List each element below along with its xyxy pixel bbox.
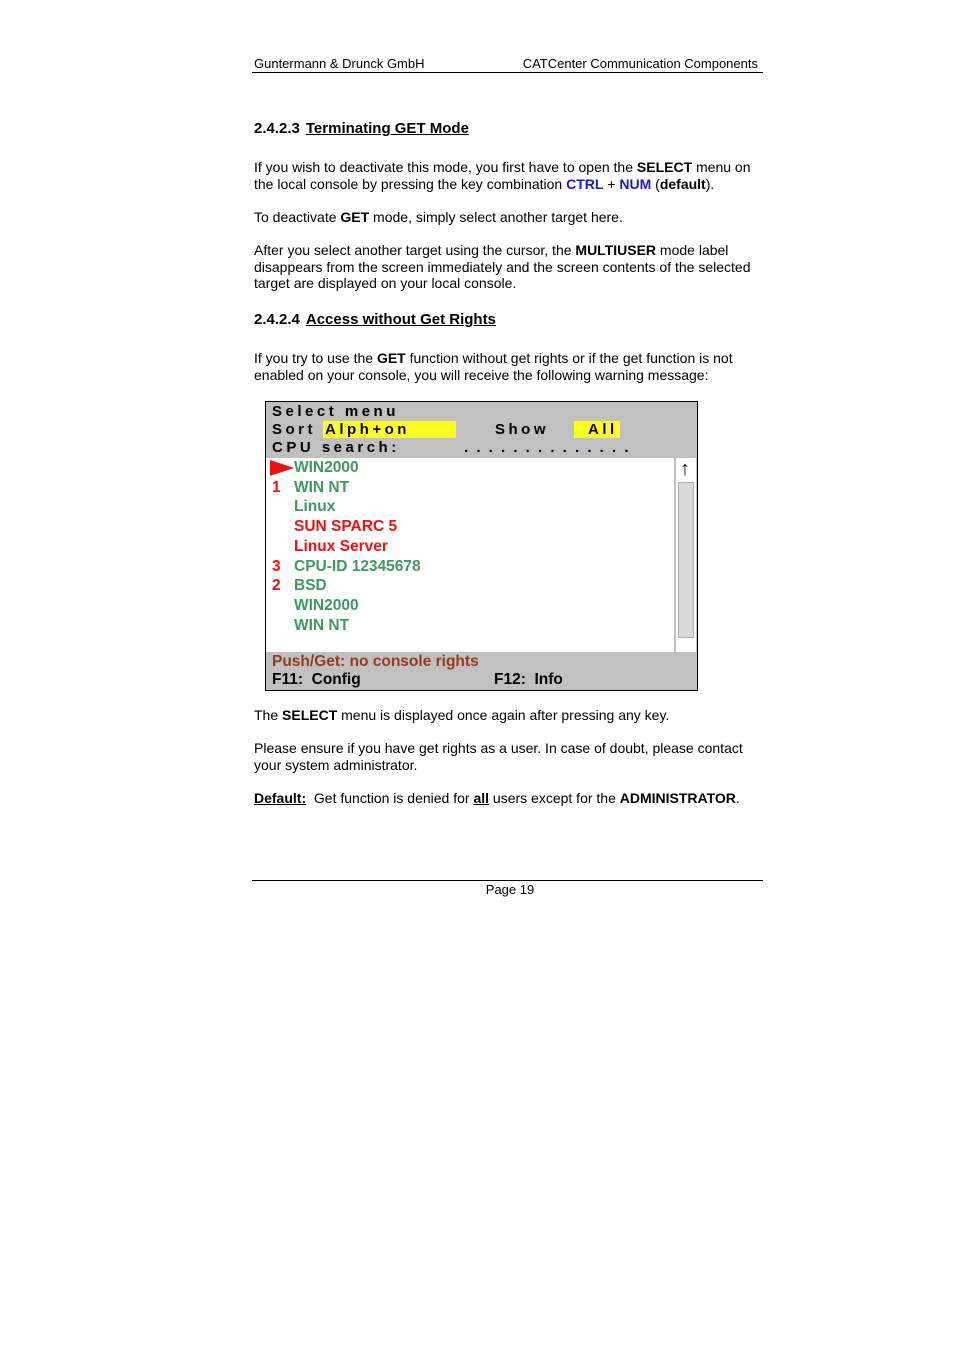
status-message: Push/Get: no console rights	[272, 653, 479, 670]
section-title: Access without Get Rights	[305, 311, 496, 328]
show-label: Show	[495, 421, 549, 438]
list-item-name: WIN2000	[294, 596, 359, 614]
paragraph	[254, 242, 764, 292]
text-bold: default	[659, 175, 706, 192]
text-bold: SELECT	[636, 159, 693, 175]
sort-label: Sort	[272, 421, 316, 438]
target-list	[266, 458, 674, 652]
paragraph	[254, 209, 764, 226]
list-item-name: CPU-ID 12345678	[294, 557, 421, 575]
sort-value[interactable]: Alph+on	[323, 421, 456, 438]
text: mode label disappears from the screen immediately and the screen contents of the selected target are displayed on your local console.	[254, 242, 751, 291]
text: +	[603, 175, 620, 192]
menu-title: Select menu	[272, 403, 399, 420]
text-bold: ADMINISTRATOR	[619, 790, 736, 806]
list-item-name: WIN NT	[294, 616, 350, 634]
text: .	[735, 790, 740, 806]
list-item[interactable]	[266, 597, 674, 617]
list-item-number: 1	[272, 478, 281, 496]
scroll-track[interactable]	[678, 482, 694, 638]
list-item[interactable]	[266, 558, 674, 578]
section-title: Terminating GET Mode	[305, 120, 469, 137]
text-bold: SELECT	[282, 707, 338, 723]
text: After you select another target using the cursor, the	[254, 242, 576, 258]
f11-key: F11:	[272, 671, 304, 688]
default-label: Default:	[254, 790, 307, 806]
selection-pointer-icon	[270, 460, 294, 476]
list-item[interactable]	[266, 617, 674, 637]
footer-rule	[252, 880, 763, 881]
paragraph	[254, 159, 764, 192]
list-item[interactable]	[266, 577, 674, 597]
cpu-search-label: CPU search:	[272, 439, 400, 456]
paragraph	[254, 790, 764, 807]
text: Get function is denied for	[306, 790, 474, 806]
text: function without get rights or if the get function is not enabled on your console, you will receive the following warning message:	[254, 350, 733, 383]
f12-label: Info	[534, 671, 563, 688]
section-number: 2.4.2.3	[254, 120, 300, 137]
section-number: 2.4.2.4	[254, 311, 300, 328]
text: The	[254, 707, 283, 723]
show-value[interactable]: All	[574, 421, 620, 438]
list-item-name: WIN2000	[294, 459, 359, 476]
text: menu on the local console by pressing the key combination	[254, 159, 751, 192]
scrollbar[interactable]	[676, 458, 696, 652]
text-bold-underline: all	[473, 790, 490, 806]
list-item[interactable]	[266, 518, 674, 538]
text: To deactivate	[254, 209, 341, 225]
key-num: NUM	[619, 175, 652, 192]
f12-info[interactable]	[494, 671, 563, 689]
text: mode, simply select another target here.	[369, 209, 623, 225]
header-rule	[252, 72, 763, 73]
text: If you wish to deactivate this mode, you first have to open the	[254, 159, 637, 175]
list-item[interactable]	[266, 498, 674, 518]
list-item-name: Linux	[294, 498, 336, 516]
list-item-number: 3	[272, 557, 281, 575]
cpu-search-field[interactable]: . . . . . . . . . . . . . .	[464, 439, 631, 456]
list-item-name: SUN SPARC 5	[294, 518, 398, 536]
paragraph	[254, 707, 764, 724]
list-item[interactable]	[266, 538, 674, 558]
section-heading-terminating-get	[254, 120, 469, 137]
page-number: Page 19	[485, 882, 535, 897]
page-header-left: Guntermann & Drunck GmbH	[254, 56, 425, 71]
text: If you try to use the	[254, 350, 377, 366]
text: menu is displayed once again after pressing any key.	[337, 707, 670, 723]
section-heading-access-without-get	[254, 311, 496, 328]
list-item[interactable]	[266, 459, 674, 479]
list-item-name: BSD	[294, 577, 327, 595]
page-header-right: CATCenter Communication Components	[522, 56, 758, 71]
list-item-name: Linux Server	[294, 537, 388, 555]
text: (	[651, 175, 660, 192]
text-bold: GET	[376, 350, 406, 366]
paragraph: Please ensure if you have get rights as a user. In case of doubt, please contact your system administrator.	[254, 740, 743, 773]
f12-key: F12:	[494, 671, 526, 688]
list-item[interactable]	[266, 479, 674, 499]
scroll-up-arrow-icon[interactable]: ↑	[680, 458, 690, 480]
f11-label: Config	[311, 671, 361, 688]
key-ctrl: CTRL	[566, 175, 604, 192]
sort-row	[272, 421, 316, 438]
text-bold: MULTIUSER	[575, 242, 657, 258]
paragraph	[254, 350, 764, 383]
text-bold: GET	[340, 209, 370, 225]
text: ).	[705, 175, 715, 192]
f11-config[interactable]	[272, 671, 361, 689]
list-item-name: WIN NT	[294, 478, 350, 496]
list-item-number: 2	[272, 577, 281, 595]
select-menu-window	[265, 401, 698, 691]
text: users except for the	[489, 790, 620, 806]
